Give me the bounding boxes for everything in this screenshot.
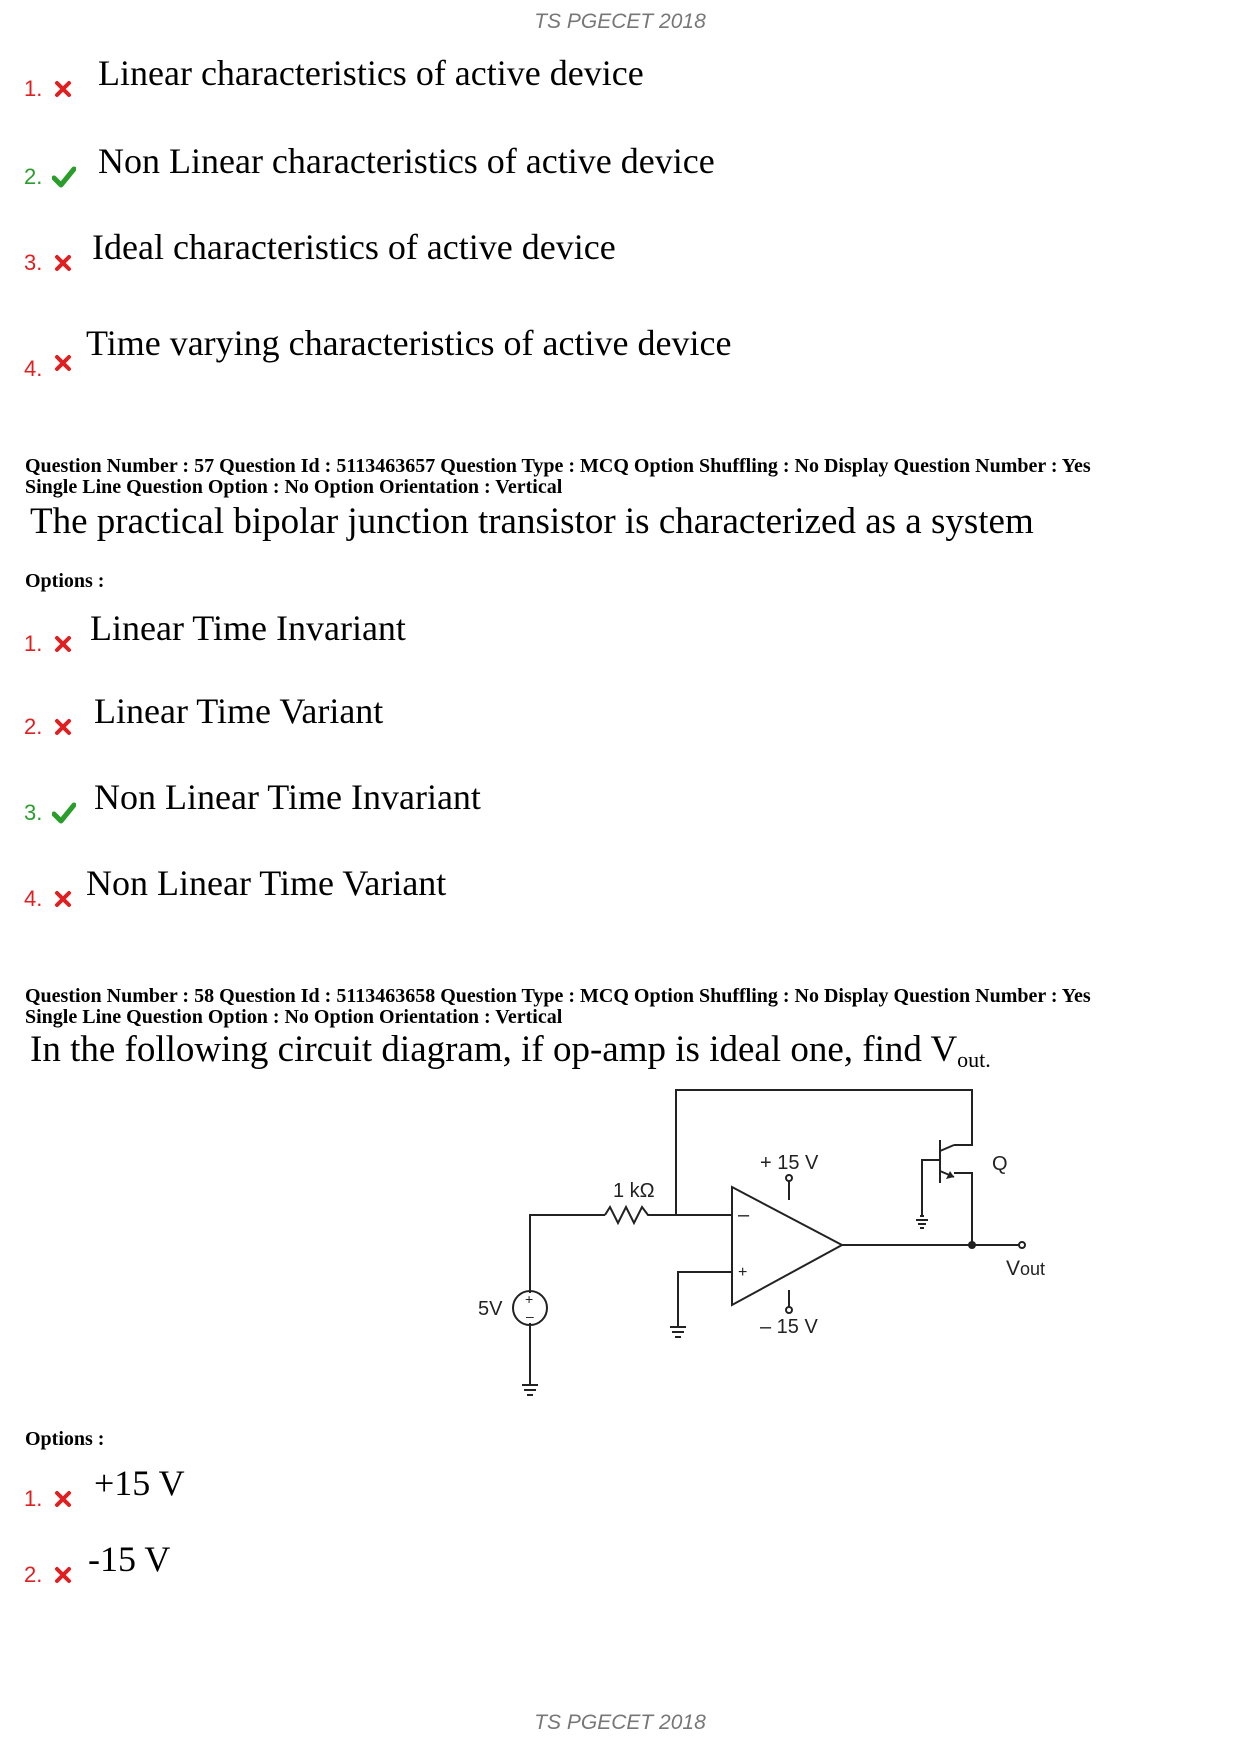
option-number: 1. — [24, 76, 43, 101]
op-amp-circuit-diagram — [460, 1085, 1060, 1425]
question-text-sub: out. — [957, 1047, 991, 1072]
vplus-label: + 15 V — [760, 1152, 819, 1174]
cross-icon — [54, 718, 72, 736]
option-text: +15 V — [94, 1463, 185, 1503]
source-minus-sign: – — [526, 1308, 534, 1324]
option-text: Non Linear Time Variant — [86, 863, 447, 903]
option-text: Linear Time Variant — [94, 691, 384, 731]
cross-icon — [54, 80, 72, 98]
option-text: Linear characteristics of active device — [98, 53, 644, 93]
cross-icon — [54, 890, 72, 908]
options-label: Options : — [25, 1428, 105, 1450]
options-label: Options : — [25, 570, 105, 592]
option-text: -15 V — [88, 1539, 171, 1579]
output-node — [968, 1241, 976, 1249]
emitter-wire — [954, 1173, 972, 1245]
option-number: 4. — [24, 886, 43, 911]
option-text: Ideal characteristics of active device — [92, 227, 616, 267]
check-icon — [52, 166, 76, 188]
vplus-terminal — [786, 1175, 792, 1181]
option-text: Non Linear characteristics of active device — [98, 141, 715, 181]
option-number: 2. — [24, 1562, 43, 1587]
input-wire — [530, 1215, 605, 1293]
option-number: 2. — [24, 714, 43, 739]
cross-icon — [54, 254, 72, 272]
option-number: 3. — [24, 250, 43, 275]
option-number: 3. — [24, 800, 43, 825]
feedback-wire — [676, 1090, 972, 1215]
minus-input-sign: – — [738, 1204, 750, 1226]
output-terminal — [1019, 1242, 1025, 1248]
vminus-terminal — [786, 1307, 792, 1313]
meta-line-1: Question Number : 58 Question Id : 5113463658 Question Type : MCQ Option Shuffling : No Display Question Number : Yes — [25, 985, 1091, 1007]
source-label: 5V — [478, 1298, 503, 1320]
check-icon — [52, 802, 76, 824]
ground-symbol — [670, 1327, 686, 1337]
cross-icon — [54, 1566, 72, 1584]
option-number: 4. — [24, 356, 43, 381]
vminus-label: – 15 V — [760, 1316, 818, 1338]
meta-line-2: Single Line Question Option : No Option Orientation : Vertical — [25, 1006, 563, 1028]
option-text: Time varying characteristics of active device — [86, 323, 732, 363]
transistor-label: Q — [992, 1153, 1008, 1175]
plus-input-wire — [678, 1272, 732, 1327]
source-plus-sign: + — [525, 1291, 534, 1307]
output-label-sub: out — [1020, 1259, 1046, 1279]
output-label — [1006, 1257, 1045, 1280]
question-58-meta — [25, 986, 1091, 1028]
page-header: TS PGECET 2018 — [534, 10, 706, 33]
option-number: 2. — [24, 164, 43, 189]
option-text: Non Linear Time Invariant — [94, 777, 481, 817]
cross-icon — [54, 354, 72, 372]
question-text-main: In the following circuit diagram, if op-amp is ideal one, find V — [30, 1029, 958, 1070]
page-footer: TS PGECET 2018 — [534, 1711, 706, 1734]
transistor-collector — [940, 1145, 954, 1151]
transistor-base-wire — [922, 1160, 940, 1215]
option-number: 1. — [24, 1486, 43, 1511]
ground-symbol — [916, 1216, 928, 1228]
cross-icon — [54, 1490, 72, 1508]
question-57-meta — [25, 456, 1091, 498]
meta-line-1: Question Number : 57 Question Id : 5113463657 Question Type : MCQ Option Shuffling : No Display Question Number : Yes — [25, 455, 1091, 477]
resistor — [605, 1207, 732, 1223]
output-label-main: V — [1006, 1257, 1021, 1280]
cross-icon — [54, 635, 72, 653]
ground-symbol — [522, 1385, 538, 1395]
question-58-text — [30, 1028, 991, 1073]
option-number: 1. — [24, 631, 43, 656]
option-text: Linear Time Invariant — [90, 608, 406, 648]
question-57-text: The practical bipolar junction transistor is characterized as a system — [30, 501, 1034, 542]
plus-input-sign: + — [738, 1264, 748, 1281]
resistor-label: 1 kΩ — [613, 1180, 655, 1202]
meta-line-2: Single Line Question Option : No Option Orientation : Vertical — [25, 476, 563, 498]
